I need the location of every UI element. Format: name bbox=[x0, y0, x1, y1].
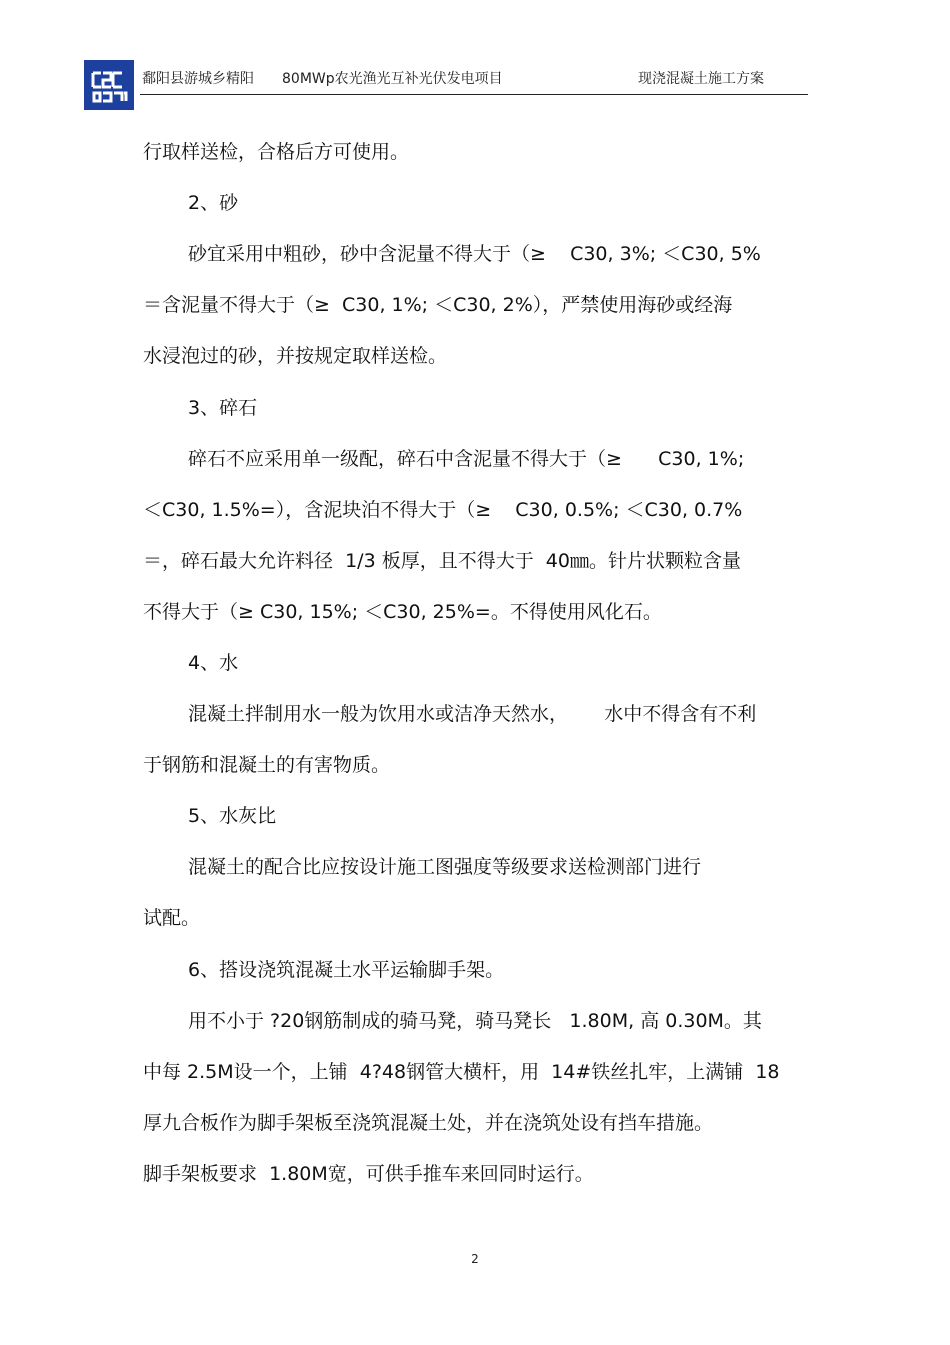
body-line: 水浸泡过的砂，并按规定取样送检。 bbox=[143, 345, 448, 367]
body-line: ＝，碎石最大允许料径 1/3 板厚，且不得大于 40㎜。针片状颗粒含量 bbox=[143, 550, 741, 572]
header-doc-title: 现浇混凝土施工方案 bbox=[638, 71, 764, 87]
section-heading-water: 4、水 bbox=[188, 652, 239, 674]
section-heading-gravel: 3、碎石 bbox=[188, 397, 258, 419]
body-line: 碎石不应采用单一级配，碎石中含泥量不得大于（≥ C30, 1%; bbox=[188, 448, 745, 470]
body-line: 厚九合板作为脚手架板至浇筑混凝土处，并在浇筑处设有挡车措施。 bbox=[143, 1112, 714, 1134]
body-line: 于钢筋和混凝土的有害物质。 bbox=[143, 754, 391, 776]
cscec-logo-mark bbox=[84, 60, 134, 110]
header-project-detail: 80MWp农光渔光互补光伏发电项目 bbox=[282, 71, 503, 87]
body-line: 不得大于（≥ C30, 15%; ＜C30, 25%=。不得使用风化石。 bbox=[143, 601, 662, 623]
page-number: 2 bbox=[471, 1252, 479, 1266]
section-heading-sand: 2、砂 bbox=[188, 192, 239, 214]
body-line: 用不小于 ?20钢筋制成的骑马凳，骑马凳长 1.80M, 高 0.30M。其 bbox=[188, 1010, 762, 1032]
body-line: 试配。 bbox=[143, 907, 201, 929]
body-line: 脚手架板要求 1.80M宽，可供手推车来回同时运行。 bbox=[143, 1163, 594, 1185]
section-heading-water-cement-ratio: 5、水灰比 bbox=[188, 805, 277, 827]
company-logo bbox=[84, 60, 134, 110]
body-line: ＝含泥量不得大于（≥ C30, 1%; ＜C30, 2%），严禁使用海砂或经海 bbox=[143, 294, 733, 316]
body-line: 混凝土的配合比应按设计施工图强度等级要求送检测部门进行 bbox=[188, 856, 702, 878]
header-divider bbox=[140, 94, 808, 95]
header-project-name: 鄱阳县游城乡精阳 bbox=[142, 71, 254, 87]
body-line: ＜C30, 1.5%=），含泥块泊不得大于（≥ C30, 0.5%; ＜C30, 0.7% bbox=[143, 499, 743, 521]
body-line: 混凝土拌制用水一般为饮用水或洁净天然水， 水中不得含有不利 bbox=[188, 703, 757, 725]
body-line: 行取样送检，合格后方可使用。 bbox=[143, 141, 410, 163]
body-line: 砂宜采用中粗砂，砂中含泥量不得大于（≥ C30, 3%; ＜C30, 5% bbox=[188, 243, 761, 265]
body-line: 中每 2.5M设一个，上铺 4?48钢管大横杆，用 14#铁丝扎牢，上满铺 18 bbox=[143, 1061, 780, 1083]
section-heading-scaffold: 6、搭设浇筑混凝土水平运输脚手架。 bbox=[188, 959, 505, 981]
